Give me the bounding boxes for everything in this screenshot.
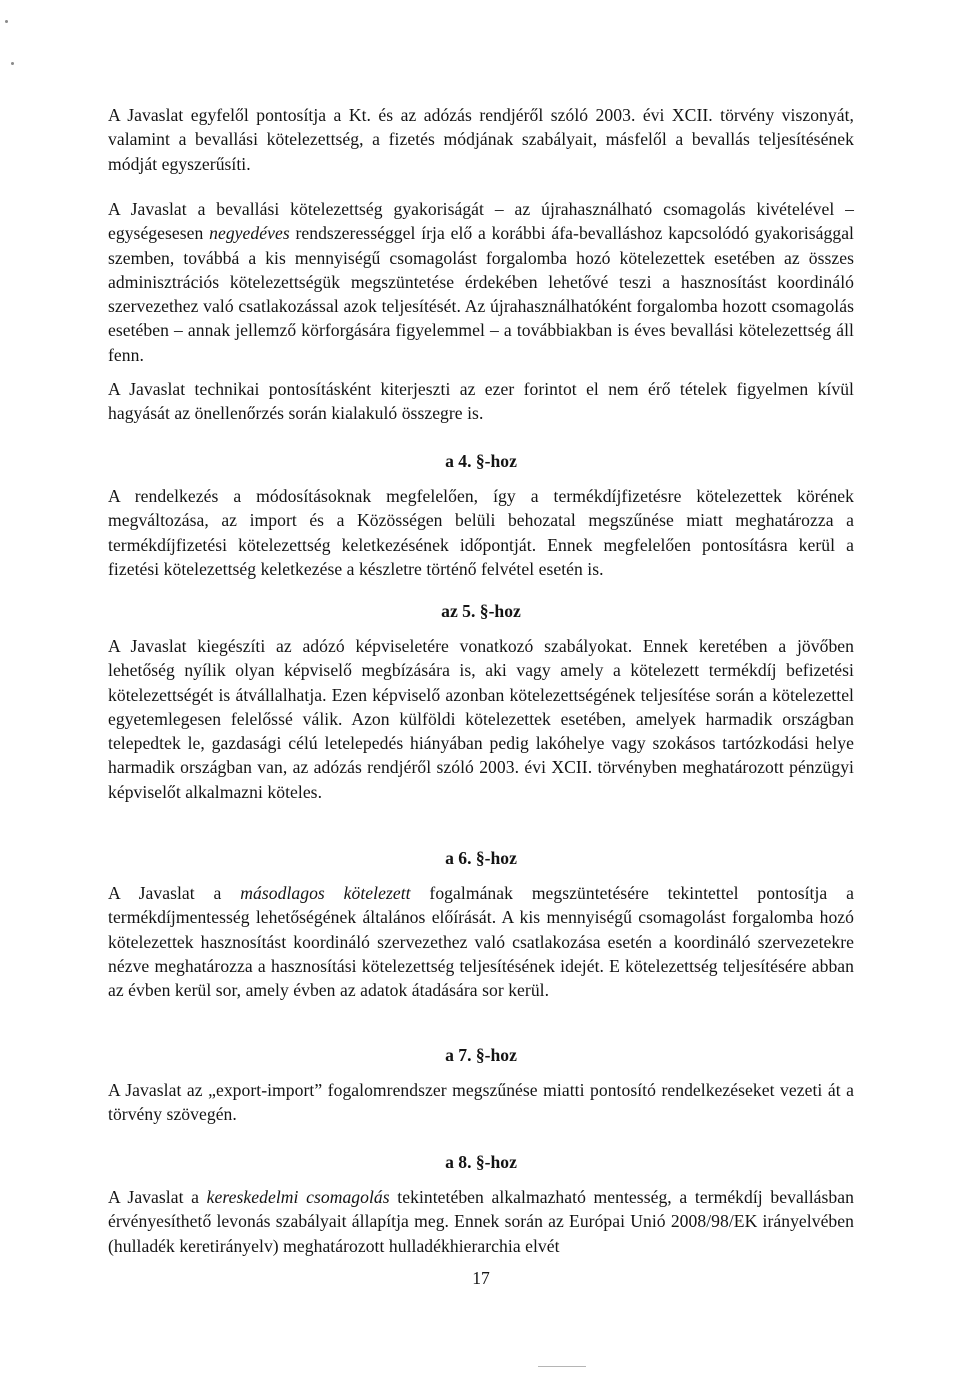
text-run: A rendelkezés a módosításoknak megfelelően, így a termékdíjfizetésre kötelezettek körének megváltozása, az import és a Közösségen belüli behozatal megszűnése miatt meghatározza a termékdíjfizetési kötelezettség keletkezésének időpontját. Ennek megfelelően pontosításra kerül a fizetési kötelezettség keletkezése a készletre történő felvétel esetén is. (108, 486, 854, 579)
italic-term: negyedéves (209, 223, 290, 244)
paragraph-section-7 (108, 1078, 854, 1127)
text-run: A Javaslat a bevallási kötelezettség gyakoriságát – az újrahasználható csomagolás kivételével – egységesesen (108, 199, 854, 244)
section-heading-6: a 6. §-hoz (445, 848, 517, 868)
paragraph-section-4 (108, 484, 854, 581)
text-run: tekintetében alkalmazható mentesség, a termékdíj bevallásban érvényesíthető levonás szabályait állapítja meg. Ennek során az Európai Unió 2008/98/EK irányelvében (hulladék keretirányelv) meghatározott hulladékhierarchia elvét (108, 1187, 854, 1256)
scan-speck (11, 62, 14, 65)
footer-rule (538, 1366, 586, 1367)
text-run: A Javaslat technikai pontosításként kiterjeszti az ezer forintot el nem érő tételek figyelmen kívül hagyását az önellenőrzés során kialakuló összegre is. (108, 379, 854, 424)
paragraph-section-5 (108, 634, 854, 804)
italic-term: másodlagos kötelezett (240, 883, 411, 903)
section-heading-8: a 8. §-hoz (445, 1152, 517, 1172)
paragraph-intro (108, 103, 854, 176)
text-run: A Javaslat egyfelől pontosítja a Kt. és az adózás rendjéről szóló 2003. évi XCII. törvény viszonyát, valamint a bevallási kötelezettség, a fizetés módjának szabályait, másfelől a bevallás teljesítésének módját egyszerűsíti. (108, 105, 854, 174)
section-heading-5: az 5. §-hoz (441, 601, 521, 621)
paragraph-filing-frequency (108, 197, 854, 367)
scan-speck (5, 20, 8, 23)
text-run: A Javaslat kiegészíti az adózó képviseletére vonatkozó szabályokat. Ennek keretében a jövőben lehetőség nyílik olyan képviselő megbízására is, aki vagy amely a kötelezett termékdíj befizetési kötelezettségét is átvállalhatja. Ezen képviselő azonban kötelezettségének teljesítése során a kötelezettel egyetemlegesen felelőssé válik. Azon külföldi kötelezettek esetében, amelyek harmadik országban telepedtek le, gazdasági célú letelepedés hiányában pedig lakóhelye vagy szokásos tartózkodási helye harmadik országban van, az adózás rendjéről szóló 2003. évi XCII. törvényben meghatározott pénzügyi képviselőt alkalmazni köteles. (108, 636, 854, 802)
paragraph-section-6 (108, 881, 854, 1002)
section-heading-4: a 4. §-hoz (445, 451, 517, 471)
text-run: A Javaslat a (108, 1187, 207, 1207)
paragraph-section-8 (108, 1185, 854, 1258)
italic-term: kereskedelmi csomagolás (206, 1187, 390, 1207)
text-run: fogalmának megszüntetésére tekintettel pontosítja a termékdíjmentesség lehetőségének általános előírását. A kis mennyiségű csomagolást forgalomba hozó kötelezettek hasznosítást koordináló szervezethez való csatlakozása esetén a koordináló szervezetekre nézve meghatározza a hasznosítási kötelezettség teljesítésének idejét. E kötelezettség teljesítésére abban az évben kerül sor, amely évben az adatok átadására sor kerül. (108, 883, 854, 1001)
text-run: A Javaslat a (108, 883, 241, 903)
section-heading-7: a 7. §-hoz (445, 1045, 517, 1065)
page-number: 17 (472, 1268, 490, 1288)
paragraph-self-revision (108, 377, 854, 426)
text-run: A Javaslat az „export-import” fogalomrendszer megszűnése miatti pontosító rendelkezéseket vezeti át a törvény szövegén. (108, 1080, 854, 1125)
text-run: rendszerességgel írja elő a korábbi áfa-bevalláshoz kapcsolódó gyakorisággal szemben, továbbá a kis mennyiségű csomagolást forgalomba hozó kötelezettek esetében az összes adminisztrációs kötelezettségük megszüntetése érdekében lehetővé teszi a hasznosítást koordináló szervezethez való csatlakozással azok teljesítését. Az újrahasználhatóként forgalomba hozott csomagolás esetében – annak jellemző körforgására figyelemmel – a továbbiakban is éves bevallási kötelezettség áll fenn. (108, 223, 854, 365)
